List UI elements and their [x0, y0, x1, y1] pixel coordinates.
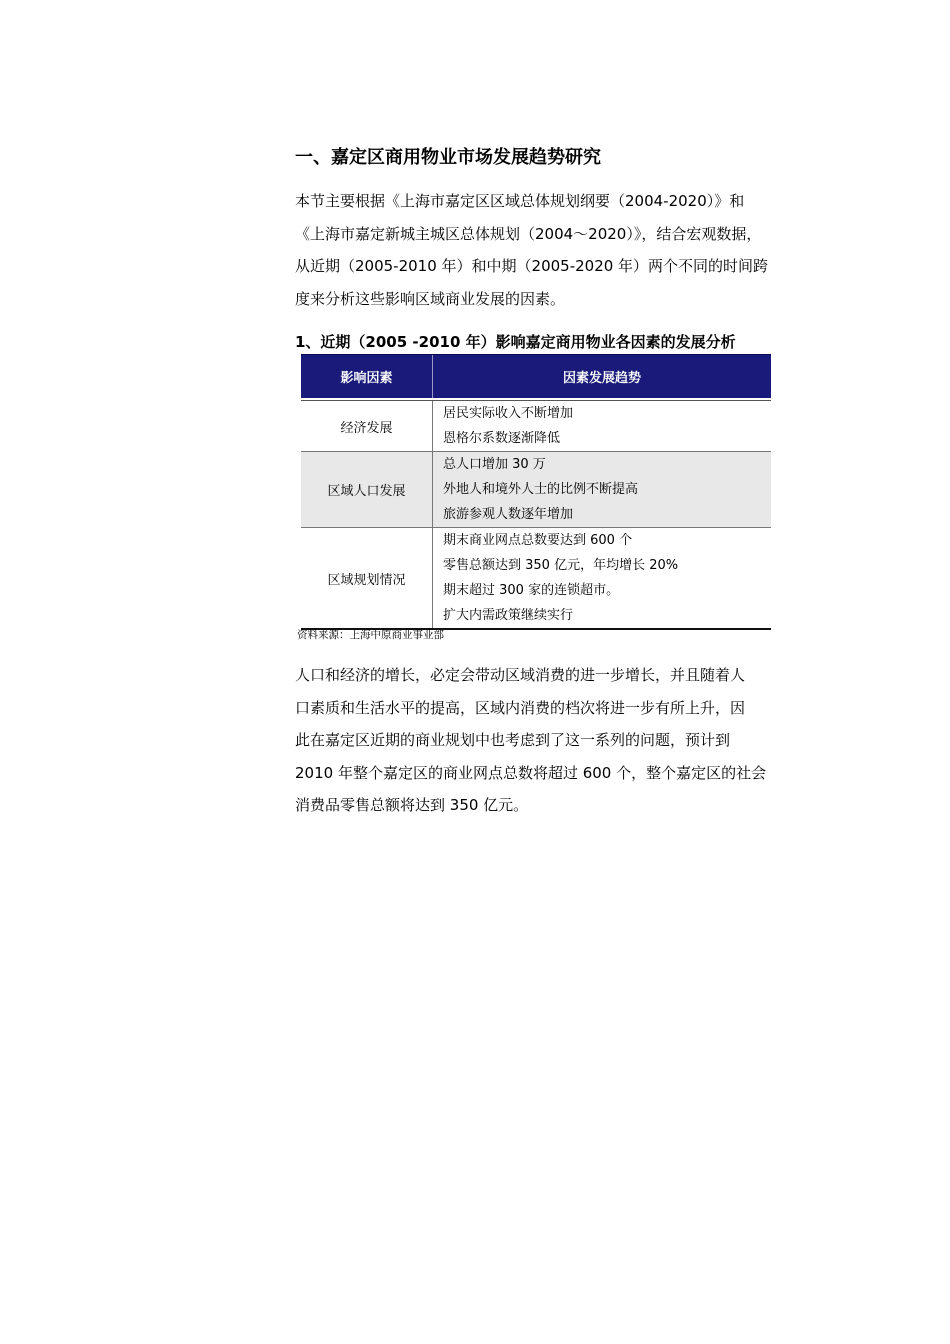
- factor-table: [301, 354, 771, 630]
- trend-item: 零售总额达到 350 亿元，年均增长 20%: [443, 558, 679, 573]
- paragraph-line: 口素质和生活水平的提高，区域内消费的档次将进一步有所上升，因: [295, 698, 746, 717]
- paragraph-line: 消费品零售总额将达到 350 亿元。: [295, 796, 529, 814]
- trend-cell: [433, 452, 771, 527]
- factor-cell: 区域人口发展: [301, 452, 433, 527]
- paragraph-line: 度来分析这些影响区域商业发展的因素。: [295, 289, 566, 308]
- paragraph-line: 人口和经济的增长，必定会带动区域消费的进一步增长，并且随着人: [295, 666, 746, 684]
- trend-item: 总人口增加 30 万: [443, 457, 546, 472]
- conclusion-paragraph: [295, 659, 825, 822]
- paragraph-line: 《上海市嘉定新城主城区总体规划（2004～2020）》，结合宏观数据，: [295, 224, 762, 243]
- table-header: [301, 354, 771, 398]
- trend-item: 外地人和境外人士的比例不断提高: [443, 482, 639, 497]
- header-cell-trend: 因素发展趋势: [562, 371, 641, 386]
- intro-paragraph: [295, 185, 825, 315]
- source-note: 资料来源：上海中原商业事业部: [297, 629, 444, 641]
- trend-cell: [433, 401, 771, 451]
- table-title: 1、近期（2005 -2010 年）影响嘉定商用物业各因素的发展分析: [295, 333, 736, 351]
- trend-item: 期末超过 300 家的连锁超市。: [443, 583, 620, 598]
- table-row: [301, 452, 771, 528]
- paragraph-line: 2010 年整个嘉定区的商业网点总数将超过 600 个，整个嘉定区的社会: [295, 763, 767, 782]
- trend-item: 恩格尔系数逐渐降低: [443, 431, 561, 446]
- section-title: 一、嘉定区商用物业市场发展趋势研究: [295, 147, 601, 168]
- trend-cell: [433, 528, 771, 628]
- trend-item: 旅游参观人数逐年增加: [443, 507, 574, 522]
- trend-item: 期末商业网点总数要达到 600 个: [443, 533, 633, 548]
- table-row: [301, 401, 771, 452]
- trend-item: 居民实际收入不断增加: [443, 406, 574, 421]
- factor-cell: 经济发展: [301, 401, 433, 451]
- paragraph-line: 本节主要根据《上海市嘉定区区域总体规划纲要（2004-2020）》和: [295, 192, 745, 210]
- trend-item: 扩大内需政策继续实行: [443, 608, 574, 623]
- paragraph-line: 此在嘉定区近期的商业规划中也考虑到了这一系列的问题，预计到: [295, 731, 731, 749]
- header-cell-factor: 影响因素: [301, 355, 433, 398]
- table-row: [301, 528, 771, 630]
- factor-cell: 区域规划情况: [301, 528, 433, 628]
- paragraph-line: 从近期（2005-2010 年）和中期（2005-2020 年）两个不同的时间跨: [295, 257, 769, 275]
